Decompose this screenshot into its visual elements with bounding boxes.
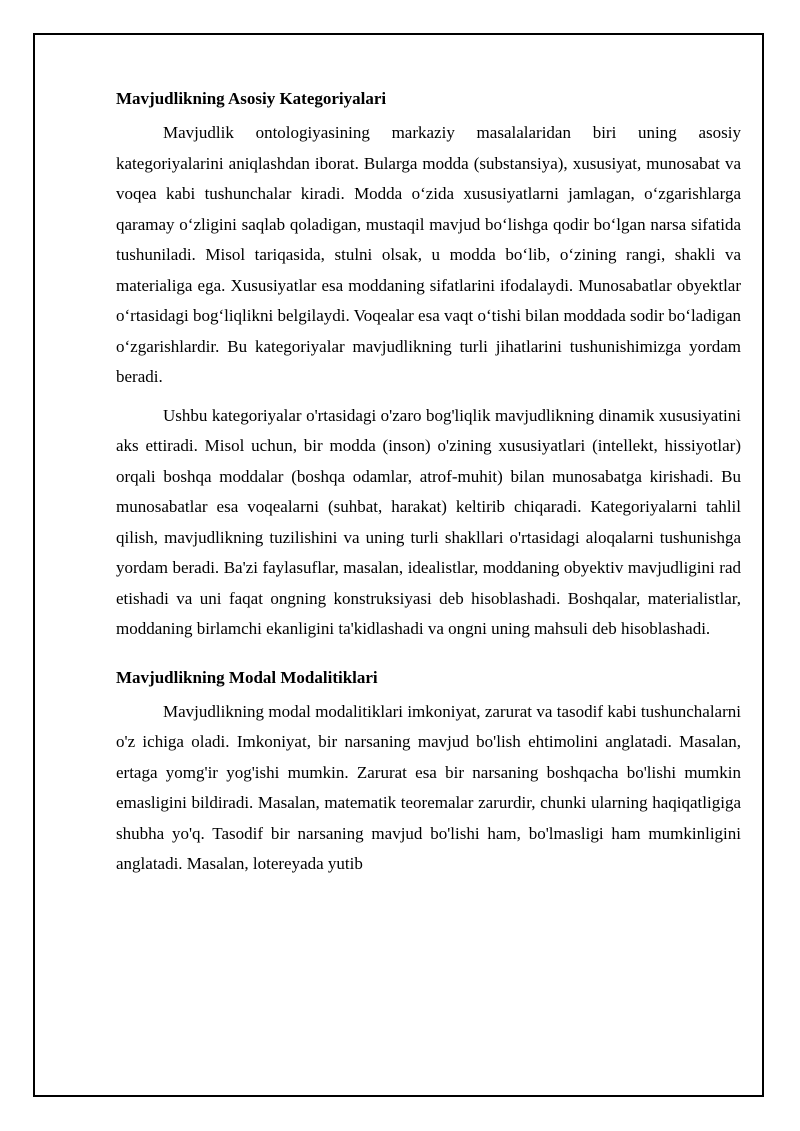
paragraph: Ushbu kategoriyalar o'rtasidagi o'zaro bog'liqlik mavjudlikning dinamik xususiyatini aks ettiradi. Misol uchun, bir modda (inson) o'zining xususiyatlari (intellekt, hissiyotlar) orqali boshqa moddalar (boshqa odamlar, atrof-muhit) bilan munosabatga kirishadi. Bu munosabatlar esa voqealarni (suhbat, harakat) keltirib chiqaradi. Kategoriyalarni tahlil qilish, mavjudlikning tuzilishini va uning turli shakllari o'rtasidagi aloqalarni tushunishga yordam beradi. Ba'zi faylasuflar, masalan, idealistlar, moddaning obyektiv mavjudligini rad etishadi va uni faqat ongning konstruksiyasi deb hisoblashadi. Boshqalar, materialistlar, moddaning birlamchi ekanligini ta'kidlashadi va ongni uning mahsuli deb hisoblashadi. [116,405,741,638]
paragraph: Mavjudlik ontologiyasining markaziy masalalaridan biri uning asosiy kategoriyalarini aniqlashdan iborat. Bularga modda (substansiya), xususiyat, munosabat va voqea kabi tushunchalar kiradi. Modda o‘zida xususiyatlarni jamlagan, o‘zgarishlarga qaramay o‘zligini saqlab qoladigan, mustaqil mavjud bo‘lishga qodir bo‘lgan narsa sifatida tushuniladi. Misol tariqasida, stulni olsak, u modda bo‘lib, o‘zining rangi, shakli va materialiga ega. Xususiyatlar esa moddaning sifatlarini ifodalaydi. Munosabatlar obyektlar o‘rtasidagi bog‘liqlikni belgilaydi. Voqealar esa vaqt o‘tishi bilan moddada sodir bo‘ladigan o‘zgarishlardir. Bu kategoriyalar mavjudlikning turli jihatlarini tushunishimizga yordam beradi. [116,123,741,386]
document-body [116,84,741,880]
paragraph: Mavjudlikning modal modalitiklari imkoniyat, zarurat va tasodif kabi tushunchalarni o'z ichiga oladi. Imkoniyat, bir narsaning mavjud bo'lish ehtimolini anglatadi. Masalan, ertaga yomg'ir yog'ishi mumkin. Zarurat esa bir narsaning boshqacha bo'lishi mumkin emasligini bildiradi. Masalan, matematik teoremalar zarurdir, chunki ularning haqiqatligiga shubha yo'q. Tasodif bir narsaning mavjud bo'lishi ham, bo'lmasligi ham mumkinligini anglatadi. Masalan, lotereyada yutib [116,701,741,873]
section-heading: Mavjudlikning Asosiy Kategoriyalari [116,89,387,108]
section-modal-modalities [116,663,741,880]
section-basic-categories [116,84,741,645]
section-heading: Mavjudlikning Modal Modalitiklari [116,667,378,687]
